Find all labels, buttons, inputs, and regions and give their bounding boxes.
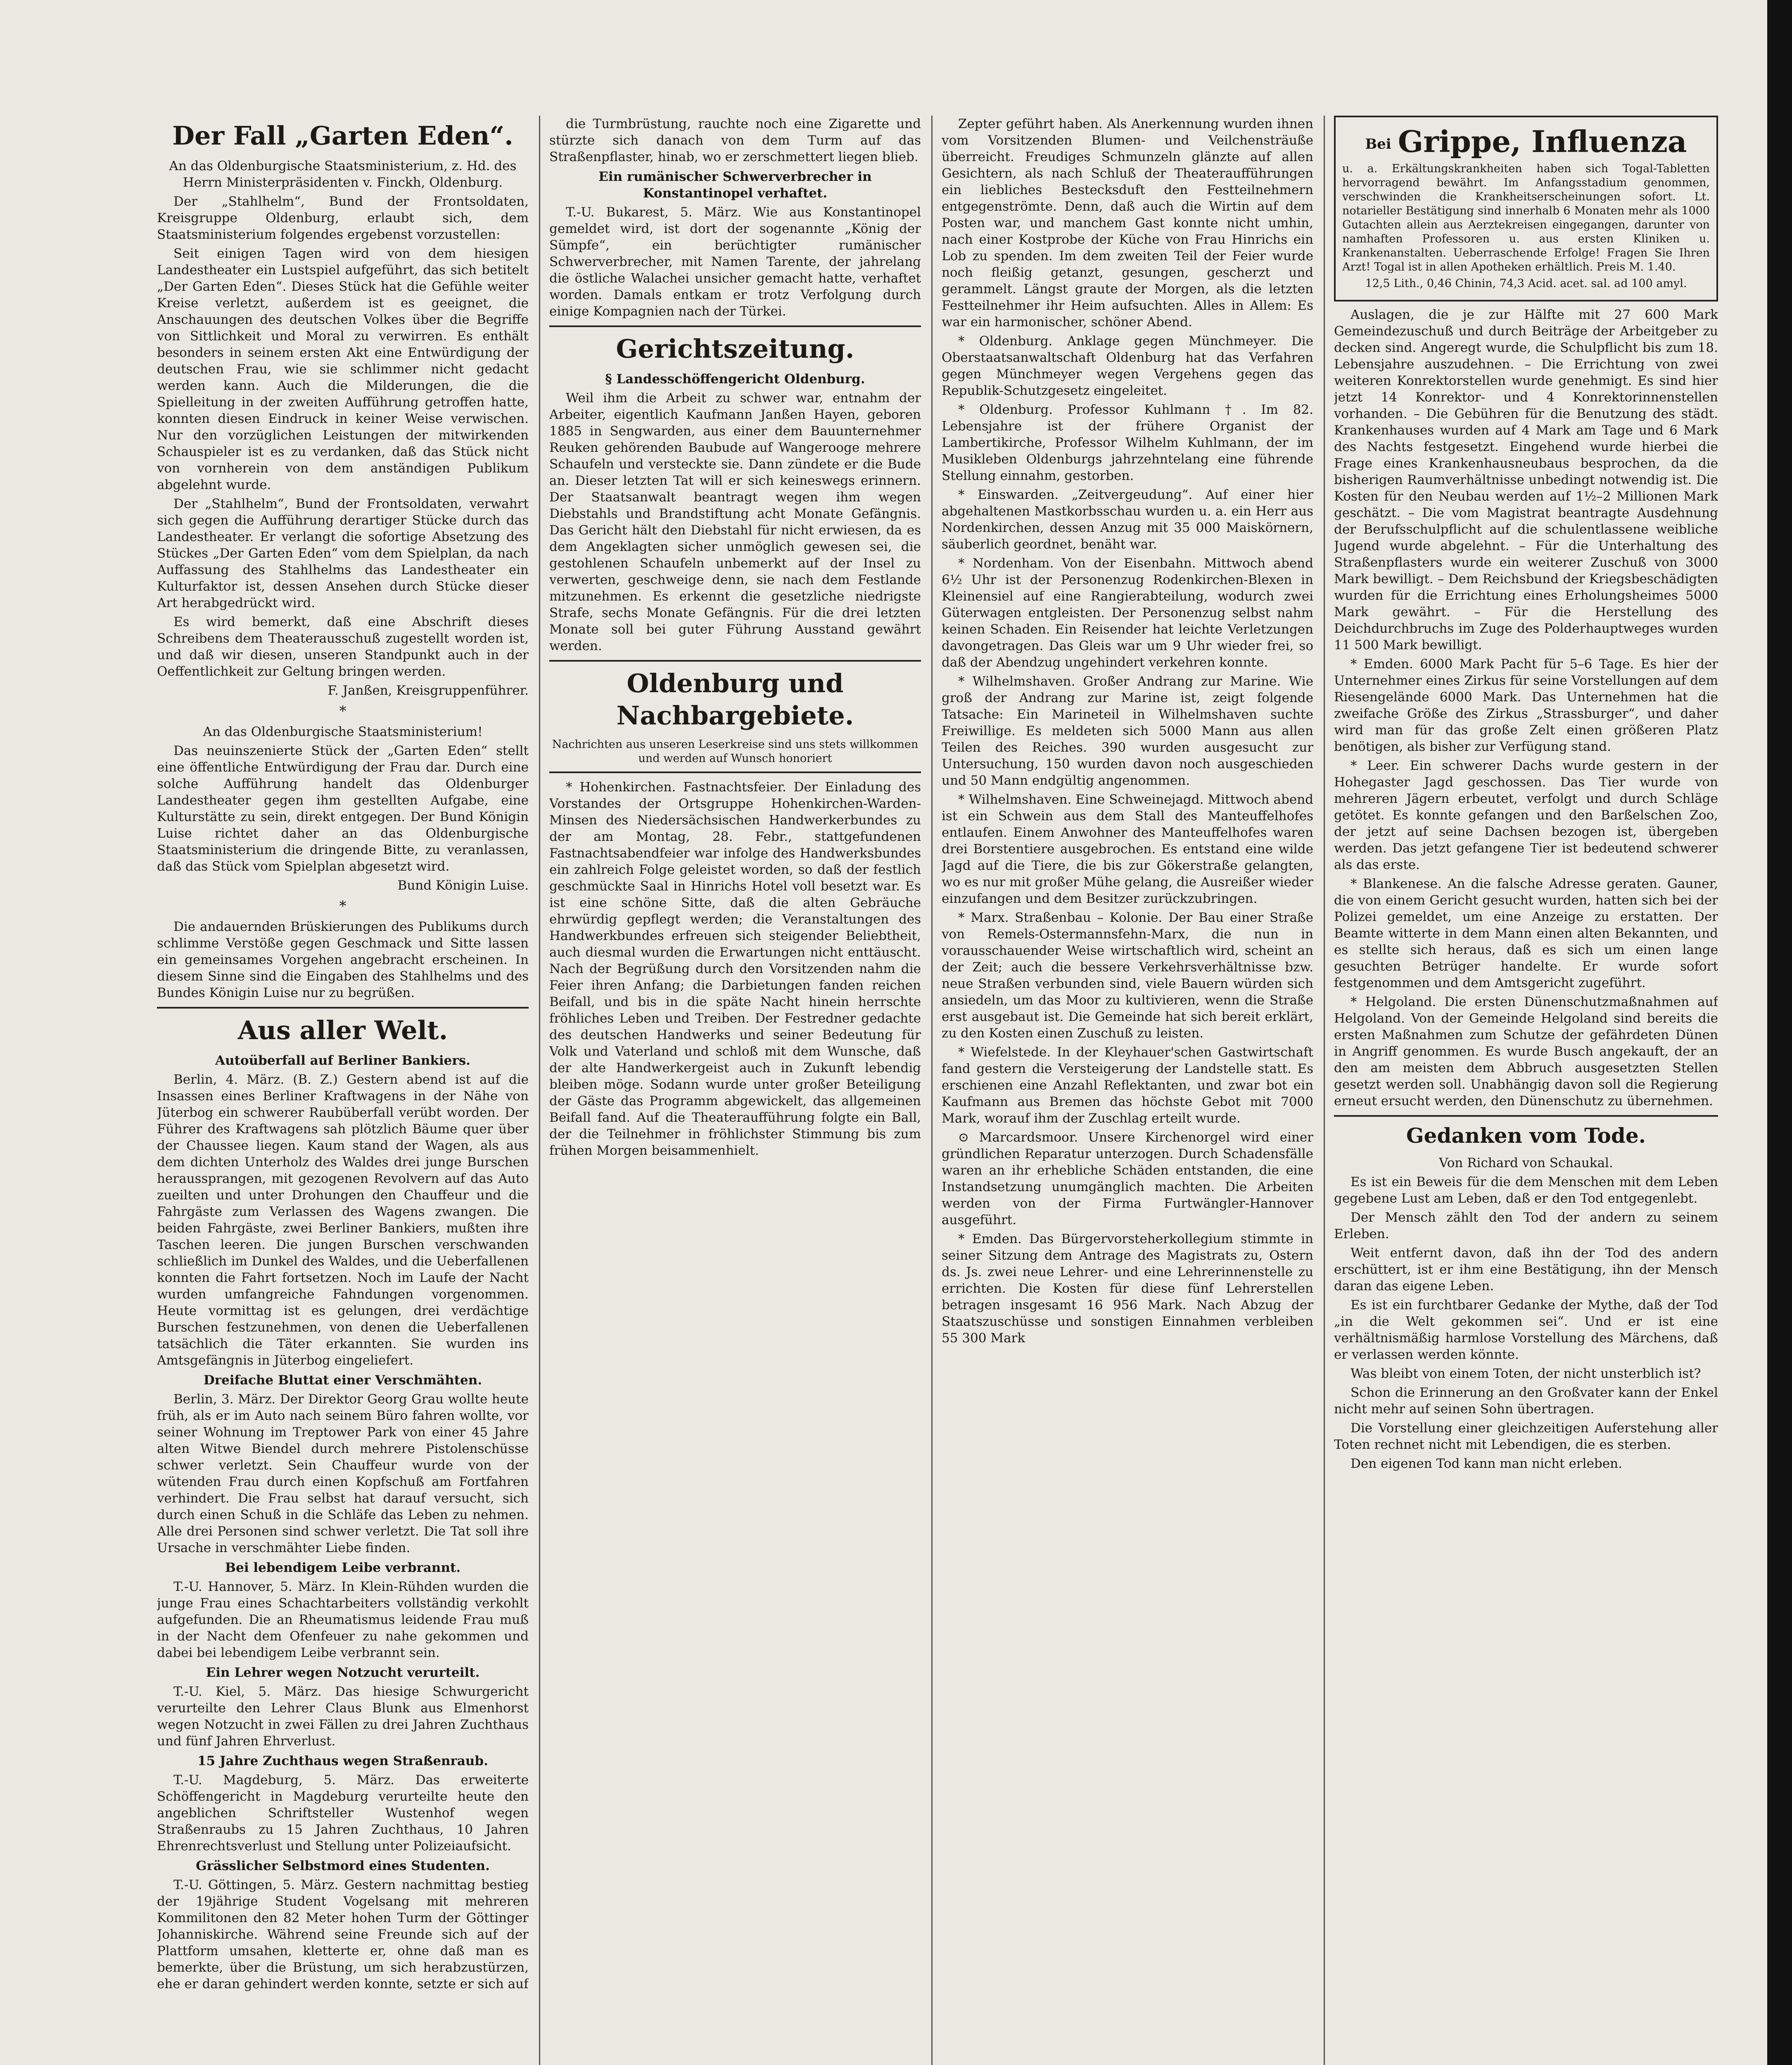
- subhead: Bei lebendigem Leibe verbrannt.: [225, 1560, 461, 1575]
- subhead: Ein Lehrer wegen Notzucht verurteilt.: [206, 1665, 480, 1680]
- aphorism: Weit entfernt davon, daß ihn der Tod des andern erschüttert, ist er ihm eine Bestätigung, ihn der Mensch daran das eigene Leben.: [1334, 1246, 1718, 1294]
- ad-title: [1342, 124, 1710, 162]
- editor-note: Nachrichten aus unseren Leserkreise sind uns stets willkommen und werden auf Wunsch honoriert: [552, 738, 919, 765]
- paragraph: * Blankenese. An die falsche Adresse geraten. Gauner, die von einem Gericht gesucht wurden, hatten sich bei der Polizei gemeldet, um eine Anzeige zu erstatten. Der Beamte witterte in dem Mann einen alten Bekannten, und es stellte sich heraus, daß es sich um einen lange gesuchten Betrüger handelte. Er wurde sofort festgenommen und dem Amtsgericht zugeführt.: [1334, 876, 1718, 990]
- paragraph: Weil ihm die Arbeit zu schwer war, entnahm der Arbeiter, eigentlich Kaufmann Janßen Hayen, geboren 1885 in Sengwarden, aus einer dem Bauunternehmer Reuken gehörenden Baubude auf Wangerooge mehrere Schaufeln und versteckte sie. Dann zündete er die Bude an. Dieser letzten Tat will er sich keineswegs erinnern. Der Staatsanwalt beantragt wegen ihm wegen Diebstahls und Brandstiftung acht Monate Gefängnis. Das Gericht hält den Diebstahl für nicht erwiesen, da es dem Angeklagten sicher unmöglich gewesen sei, die gestohlenen Schaufeln unbemerkt auf der Insel zu verwerten, geschweige denn, sie nach dem Festlande mitzunehmen. Es erkennt die gesetzliche niedrigste Strafe, sechs Monate Gefängnis. Für die drei letzten Monate soll bei guter Führung Ausstand gewährt werden.: [549, 391, 921, 653]
- essay-title: Gedanken vom Tode.: [1406, 1123, 1646, 1148]
- aphorism: Es ist ein Beweis für die dem Menschen mit dem Leben gegebene Lust am Leben, daß er den Tod entgegenlebt.: [1334, 1175, 1718, 1206]
- paragraph: Seit einigen Tagen wird von dem hiesigen Landestheater ein Lustspiel aufgeführt, das sich betitelt „Der Garten Eden“. Dieses Stück hat die Gefühle weiter Kreise verletzt, außerdem ist es geeignet, die Anschauungen des deutschen Volkes über die Begriffe von Sittlichkeit und Moral zu verwirren. Es enthält besonders in seinem ersten Akt eine Entwürdigung der deutschen Frau, wie sie schlimmer nicht gedacht werden kann. Auch die Milderungen, die die Spielleitung in der zweiten Aufführung getroffen hatte, konnten diesen Eindruck in keiner Weise verwischen. Nur den vorzüglichen Leistungen der mitwirkenden Schauspieler ist es zu verdanken, daß das Stück nicht von vornherein von dem anständigen Publikum abgelehnt wurde.: [157, 246, 529, 492]
- paragraph: die Turmbrüstung, rauchte noch eine Zigarette und stürzte sich danach von dem Turm auf das Straßenpflaster, hinab, wo er zerschmettert liegen blieb.: [549, 116, 921, 164]
- aphorism: Schon die Erinnerung an den Großvater kann der Enkel nicht mehr auf seinen Sohn übertragen.: [1334, 1385, 1718, 1417]
- aphorism: Die Vorstellung einer gleichzeitigen Auferstehung aller Toten rechnet nicht mit Lebendigen, die es sterben.: [1334, 1421, 1718, 1452]
- aphorism: Der Mensch zählt den Tod der andern zu seinem Erleben.: [1334, 1210, 1718, 1241]
- paragraph: * Wiefelstede. In der Kleyhauer'schen Gastwirtschaft fand gestern die Versteigerung der Landstelle statt. Es erschienen eine Anzahl Reflektanten, und zwar bot ein Kaufmann aus Bremen das höchste Gebot mit 7000 Mark, worauf ihm der Zuschlag erteilt wurde.: [942, 1045, 1313, 1126]
- subhead: Dreifache Bluttat einer Verschmähten.: [203, 1373, 482, 1388]
- subhead: Autoüberfall auf Berliner Bankiers.: [215, 1053, 470, 1068]
- paragraph: * Wilhelmshaven. Eine Schweinejagd. Mittwoch abend ist ein Schwein aus dem Stall des Manteuffelhofes entlaufen. Einem Anwohner des Manteuffelhofes waren drei Borstentiere ausgebrochen. Es entstand eine wilde Jagd auf die Tiere, die bis zur Gökerstraße gelangten, wo es nur mit großer Mühe gelang, die Ausreißer wieder einzufangen und dem Besitzer zurückzubringen.: [942, 792, 1313, 906]
- paragraph: Der „Stahlhelm“, Bund der Frontsoldaten, verwahrt sich gegen die Aufführung derartiger Stücke durch das Landestheater. Er verlangt die sofortige Absetzung des Stückes „Der Garten Eden“ vom dem Spielplan, da nach Auffassung des Stahlhelms das Landestheater ein Kulturfaktor ist, dessen Ansehen durch Stücke dieser Art herabgedrückt wird.: [157, 496, 529, 610]
- subhead: Ein rumänischer Schwerverbrecher in Konstantinopel verhaftet.: [598, 169, 872, 201]
- ad-formula: 12,5 Lith., 0,46 Chinin, 74,3 Acid. acet. sal. ad 100 amyl.: [1365, 277, 1687, 290]
- paragraph: Das neuinszenierte Stück der „Garten Eden“ stellt eine öffentliche Entwürdigung der Frau dar. Durch eine solche Aufführung handelt das Oldenburger Landestheater gegen ihm gestellten Aufgabe, eine Kulturstätte zu sein, direkt entgegen. Der Bund Königin Luise richtet daher an das Oldenburgische Staatsministerium die dringende Bitte, zu veranlassen, daß das Stück vom Spielplan abgesetzt wird.: [157, 743, 529, 874]
- address: An das Oldenburgische Staatsministerium, z. Hd. des Herrn Ministerpräsidenten v. Finckh, Oldenburg.: [169, 159, 517, 190]
- article-title: Der Fall „Garten Eden“.: [172, 121, 513, 151]
- paragraph: * Emden. 6000 Mark Pacht für 5–6 Tage. Es hier der Unternehmer eines Zirkus für seine Vorstellungen auf dem Riesengelände 6000 Mark. Das Unternehmen hat die zweifache Größe des Zirkus „Strassburger“, und daher wird man für das große Zelt einen größeren Platz benötigen, als bisher zur Verfügung stand.: [1334, 657, 1718, 754]
- divider: [157, 1007, 529, 1009]
- paragraph: T.-U. Magdeburg, 5. März. Das erweiterte Schöffengericht in Magdeburg verurteilte heute den angeblichen Schriftsteller Wustenhof wegen Straßenraubs zu 15 Jahren Zuchthaus, 10 Jahren Ehrenrechtsverlust und Stellung unter Polizeiaufsicht.: [157, 1773, 529, 1854]
- paragraph: * Nordenham. Von der Eisenbahn. Mittwoch abend 6½ Uhr ist der Personenzug Rodenkirchen-Blexen in Kleinensiel auf eine Rangierabteilung, wodurch zwei Güterwagen entgleisten. Der Personenzug selbst nahm keinen Schaden. Ein Reisender hat leichte Verletzungen davongetragen. Das Gleis war um 9 Uhr wieder frei, so daß der Abendzug ungehindert verkehren konnte.: [942, 556, 1313, 670]
- paragraph: Es wird bemerkt, daß eine Abschrift dieses Schreibens dem Theaterausschuß zugestellt worden ist, und daß wir diesen, unseren Standpunkt auch in der Oeffentlichkeit zur Geltung bringen werden.: [157, 615, 529, 679]
- column-1: [157, 116, 529, 2065]
- paragraph: Der „Stahlhelm“, Bund der Frontsoldaten, Kreisgruppe Oldenburg, erlaubt sich, dem Staatsministerium folgendes ergebenst vorzustellen:: [157, 194, 529, 242]
- author: Von Richard von Schaukal.: [1439, 1156, 1613, 1170]
- subhead: § Landesschöffengericht Oldenburg.: [605, 372, 865, 387]
- paragraph: T.-U. Göttingen, 5. März. Gestern nachmittag bestieg der 19jährige Student Vogelsang mit mehreren Kommilitonen den 82 Meter hohen Turm der Göttinger Johanniskirche. Während seine Freunde sich auf der Plattform umsahen, kletterte er, ohne daß man es bemerkte, über die Brüstung, um sich herabzustürzen, ehe er daran gehindert werden konnte, setzte er sich auf: [157, 1877, 529, 1991]
- togal-advertisement: [1334, 116, 1718, 301]
- paragraph: * Einswarden. „Zeitvergeudung“. Auf einer hier abgehaltenen Mastkorbsschau wurden u. a. ein Herr aus Nordenkirchen, dessen Anzug mit 35 000 Maiskörnern, säuberlich geordnet, benäht war.: [942, 487, 1313, 552]
- paragraph: Auslagen, die je zur Hälfte mit 27 600 Mark Gemeindezuschuß und durch Beiträge der Arbeitgeber zu decken sind. Angeregt wurde, die Schulpflicht bis zum 18. Lebensjahre auszudehnen. – Die Errichtung von zwei weiteren Konrektorstellen wurde genehmigt. Es sind hier jetzt 14 Konrektor- und 4 Konrektorinnenstellen vorhanden. – Die Gebühren für die Benutzung des städt. Krankenhauses wurden auf 4 Mark am Tage und 6 Mark des Nachts festgesetzt. Eingehend wurde hierbei die Frage eines Krankenhausneubaus besprochen, da die bisherigen Raumverhältnisse unbedingt notwendig ist. Die Kosten für den Neubau werden auf 1½–2 Millionen Mark geschätzt. – Die vom Magistrat beantragte Ausdehnung der Berufsschulpflicht auf die schulentlassene weibliche Jugend wurde abgelehnt. – Für die Unterhaltung des Straßenpflasters wurde ein weiterer Zuschuß von 3000 Mark bewilligt. – Dem Reichsbund der Kriegsbeschädigten wurden für die Errichtung eines Erholungsheimes 5000 Mark gewährt. – Für die Herstellung des Deichdurchbruchs im Zuge des Polderhauptweges wurden 11 500 Mark bewilligt.: [1334, 307, 1718, 653]
- subhead: Grässlicher Selbstmord eines Studenten.: [196, 1858, 490, 1873]
- paragraph: * Wilhelmshaven. Großer Andrang zur Marine. Wie groß der Andrang zur Marine ist, zeigt folgende Tatsache: Ein Marineteil in Wilhelmshaven suchte Freiwillige. Es meldeten sich 5000 Mann aus allen Teilen des Reiches. 390 wurden ausgesucht zur Untersuchung, 150 wurden davon noch ausgeschieden und 50 Mann endgültig angenommen.: [942, 674, 1313, 788]
- paragraph: * Leer. Ein schwerer Dachs wurde gestern in der Hohegaster Jagd geschossen. Das Tier wurde von mehreren Jägern erbeutet, verfolgt und durch Schläge getötet. Es konnte gefangen und den Barßelschen Zoo, der jetzt auf seine Dachsen bezogen ist, übergeben werden. Das jetzt gefangene Tier ist bedeutend schwerer als das erste.: [1334, 758, 1718, 872]
- column-2: [549, 116, 921, 2065]
- column-4: [1334, 116, 1718, 2065]
- signature: F. Janßen, Kreisgruppenführer.: [328, 683, 529, 698]
- paragraph: * Marx. Straßenbau – Kolonie. Der Bau einer Straße von Remels-Ostermannsfehn-Marx, die nun in vorausschauender Weise wirtschaftlich wird, scheint an der Zeit; auch die bessere Verkehrsverhältnisse bzw. neue Straßen verbunden sind, viele Bauern würden sich ansiedeln, um das Moor zu kultivieren, wenn die Straße erst ausgebaut ist. Die Gemeinde hat sich bereit erklärt, zu den Kosten einen Zuschuß zu leisten.: [942, 910, 1313, 1041]
- aphorism: Den eigenen Tod kann man nicht erleben.: [1351, 1456, 1622, 1471]
- subhead: 15 Jahre Zuchthaus wegen Straßenraub.: [197, 1754, 488, 1768]
- aphorism: Es ist ein furchtbarer Gedanke der Mythe, daß der Tod „in die Welt gekommen sei“. Und er ist eine verhältnismäßig harmlose Vorstellung des Märchens, daß er verlassen werden könnte.: [1334, 1298, 1718, 1362]
- section-title: Aus aller Welt.: [237, 1015, 448, 1045]
- paragraph: T.-U. Kiel, 5. März. Das hiesige Schwurgericht verurteilte den Lehrer Claus Blunk aus Elmenhorst wegen Notzucht in zwei Fällen zu drei Jahren Zuchthaus und fünf Jahren Ehrverlust.: [157, 1684, 529, 1749]
- separator-star: *: [339, 898, 347, 914]
- paragraph: Die andauernden Brüskierungen des Publikums durch schlimme Verstöße gegen Geschmack und Sitte lassen ein gemeinsames Vorgehen angebracht erscheinen. In diesem Sinne sind die Eingaben des Stahlhelms und des Bundes Königin Luise nur zu begrüßen.: [157, 919, 529, 1000]
- divider: [549, 771, 921, 773]
- divider: [1334, 1115, 1718, 1117]
- paragraph: * Oldenburg. Anklage gegen Münchmeyer. Die Oberstaatsanwaltschaft Oldenburg hat das Verfahren gegen Münchmeyer wegen Vergehens gegen das Republik-Schutzgesetz eingeleitet.: [942, 334, 1313, 398]
- paragraph: Berlin, 4. März. (B. Z.) Gestern abend ist auf die Insassen eines Berliner Kraftwagens in der Nähe von Jüterbog ein schwerer Raubüberfall verübt worden. Der Führer des Kraftwagens sah plötzlich Bäume quer über der Chaussee liegen. Kaum stand der Wagen, als aus dem dichten Unterholz des Waldes drei junge Burschen heraussprangen, mit gezogenen Revolvern auf das Auto zueilten und unter Drohungen den Chauffeur und die Fahrgäste zum Verlassen des Wagens zwangen. Die beiden Fahrgäste, zwei Berliner Bankiers, mußten ihre Taschen leeren. Die jungen Burschen verschwanden schließlich im Dunkel des Waldes, und die Ueberfallenen konnten die Fahrt fortsetzen. Noch im Laufe der Nacht wurden umfangreiche Fahndungen vorgenommen. Heute vormittag ist es gelungen, drei verdächtige Burschen festzunehmen, von denen die Ueberfallenen tatsächlich die Täter erkannten. Sie wurden ins Amtsgefängnis in Jüterbog eingeliefert.: [157, 1072, 529, 1368]
- paragraph: * Oldenburg. Professor Kuhlmann †. Im 82. Lebensjahre ist der frühere Organist der Lambertikirche, Professor Wilhelm Kuhlmann, der im Musikleben Oldenburgs jahrzehntelang eine führende Stellung einnahm, gestorben.: [942, 402, 1313, 483]
- ad-text: u. a. Erkältungskrankheiten haben sich Togal-Tabletten hervorragend bewährt. Im Anfangsstadium genommen, verschwinden die Krankheitserscheinungen sofort. Lt. notarieller Bestätigung sind innerhalb 6 Monaten mehr als 1000 Gutachten allein aus Aerztekreisen eingegangen, darunter von namhaften Professoren u. aus ersten Kliniken u. Krankenanstalten. Ueberraschende Erfolge! Fragen Sie Ihren Arzt! Togal ist in allen Apotheken erhältlich. Preis M. 1.40.: [1342, 162, 1710, 273]
- scan-edge: [1767, 0, 1792, 2065]
- ad-prefix: Bei: [1365, 136, 1391, 152]
- paragraph: T.-U. Hannover, 5. März. In Klein-Rühden wurden die junge Frau eines Schachtarbeiters vollständig verkohlt aufgefunden. Die an Rheumatismus leidende Frau muß in der Nacht dem Ofenfeuer zu nahe gekommen und dabei bei lebendigem Leibe verbrannt sein.: [157, 1579, 529, 1660]
- divider: [549, 325, 921, 327]
- section-title: Gerichtszeitung.: [616, 334, 854, 364]
- paragraph: Berlin, 3. März. Der Direktor Georg Grau wollte heute früh, als er im Auto nach seinem Büro fahren wollte, vor seiner Wohnung im Treptower Park von einer 45 Jahre alten Witwe Biendel durch mehrere Pistolenschüsse schwer verletzt. Sein Chauffeur wurde von der wütenden Frau durch einen Kopfschuß am Fortfahren verhindert. Die Frau selbst hat darauf versucht, sich durch einen Schuß in die Schläfe das Leben zu nehmen. Alle drei Personen sind schwer verletzt. Die Tat soll ihre Ursache in verschmähter Liebe finden.: [157, 1392, 529, 1555]
- ad-headline: Grippe, Influenza: [1398, 124, 1687, 159]
- section-title: Oldenburg und Nachbargebiete.: [616, 668, 854, 731]
- paragraph: * Emden. Das Bürgervorsteherkollegium stimmte in seiner Sitzung dem Antrage des Magistrats zu, Ostern ds. Js. zwei neue Lehrer- und eine Lehrerinnenstelle zu errichten. Die Kosten für diese fünf Lehrerstellen betragen insgesamt 16 956 Mark. Nach Abzug der Staatszuschüsse und sonstigen Einnahmen verbleiben 55 300 Mark: [942, 1232, 1313, 1346]
- divider: [549, 660, 921, 662]
- paragraph: * Helgoland. Die ersten Dünenschutzmaßnahmen auf Helgoland. Von der Gemeinde Helgoland sind bereits die ersten Maßnahmen zum Schutze der gefährdeten Dünen in Angriff genommen. Es wurde Busch angekauft, der an den am meisten dem Abbruch ausgesetzten Stellen gesetzt werden soll. Unabhängig davon soll die Regierung erneut ersucht werden, den Dünenschutz zu übernehmen.: [1334, 995, 1718, 1108]
- signature: Bund Königin Luise.: [397, 878, 529, 893]
- separator-star: *: [339, 703, 347, 719]
- paragraph: Zepter geführt haben. Als Anerkennung wurden ihnen vom Vorsitzenden Blumen- und Veilchensträuße überreicht. Freudiges Schmunzeln glänzte auf allen Gesichtern, als nach Schluß der Theateraufführungen ein liebliches Bestecksduft den Festteilnehmern entgegenströmte. Denn, daß auch die Wirtin auf dem Posten war, und manchem Gast konnte nicht umhin, nach einer Kostprobe der Küche von Frau Hinrichs ein Lob zu spenden. Im dem zweiten Teil der Feier wurde noch fleißig getanzt, gesungen, gescherzt und gerammelt. Längst graute der Morgen, als die letzten Festteilnehmer ihr Heim aufsuchten. Alles in Allem: Es war ein harmonischer, schöner Abend.: [942, 116, 1313, 330]
- column-rule: [1324, 116, 1325, 2065]
- column-rule: [539, 116, 540, 2065]
- paragraph: * Hohenkirchen. Fastnachtsfeier. Der Einladung des Vorstandes der Ortsgruppe Hohenkirchen-Warden-Minsen des Niedersächsischen Handwerkerbundes zu der am Montag, 28. Febr., stattgefundenen Fastnachtsabendfeier war infolge des Handwerksbundes ein zahlreich Folge geleistet worden, so daß der festlich geschmückte Saal in Hinrichs Hotel voll besetzt war. Es ist eine schöne Sitte, daß die alten Gebräuche ehrwürdig gepflegt werden; die Veranstaltungen des Handwerkbundes erfreuen sich steigender Beliebtheit, auch diesmal wurden die Erwartungen nicht enttäuscht. Nach der Begrüßung durch den Vorsitzenden nahm die Feier ihren Anfang; die Darbietungen fanden reichen Beifall, und bis in die späte Nacht hinein herrschte fröhliches Leben und Treiben. Der Festredner gedachte des deutschen Handwerks und seiner Bedeutung für Volk und Vaterland und schloß mit dem Wunsche, daß der alte Handwerkergeist auch in Zukunft lebendig bleiben möge. Sodann wurde unter großer Beteiligung der Gäste das Programm abgewickelt, das allgemeinen Beifall fand. Auf die Theateraufführung folgte ein Ball, der die Teilnehmer in fröhlichster Stimmung bis zum frühen Morgen beisammenhielt.: [549, 780, 921, 1158]
- address: An das Oldenburgische Staatsministerium!: [203, 724, 483, 739]
- paragraph: T.-U. Bukarest, 5. März. Wie aus Konstantinopel gemeldet wird, ist dort der sogenannte „König der Sümpfe“, ein berüchtigter rumänischer Schwerverbrecher, mit Namen Tarente, der jahrelang die östliche Walachei unsicher gemacht hatte, verhaftet worden. Damals entkam er trotz Verfolgung durch einige Kompagnien nach der Türkei.: [549, 205, 921, 319]
- aphorism: Was bleibt von einem Toten, der nicht unsterblich ist?: [1351, 1366, 1701, 1381]
- column-3: [942, 116, 1313, 2065]
- column-rule: [931, 116, 933, 2065]
- paragraph: ⊙ Marcardsmoor. Unsere Kirchenorgel wird einer gründlichen Reparatur unterzogen. Durch Schadensfälle waren an ihr erhebliche Schäden entstanden, die eine Instandsetzung unumgänglich machten. Die Arbeiten werden von der Firma Furtwängler-Hannover ausgeführt.: [942, 1130, 1313, 1227]
